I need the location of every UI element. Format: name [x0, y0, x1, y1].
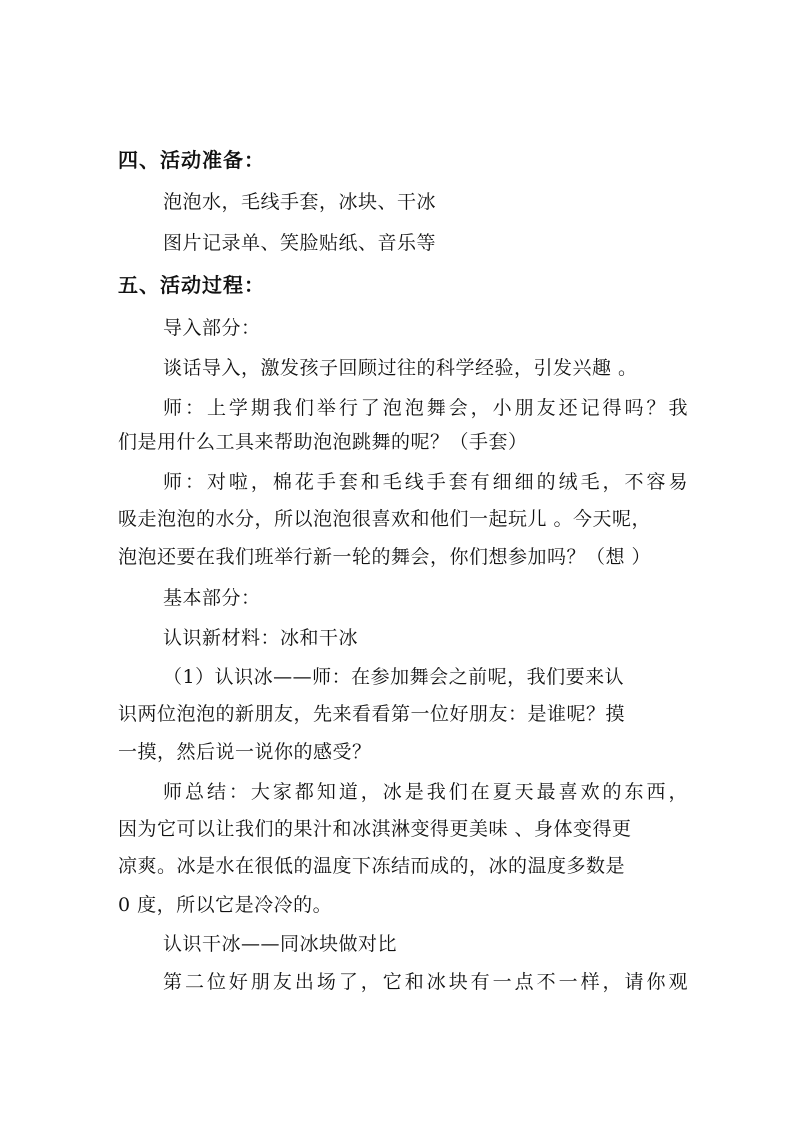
subheading-basic: 基本部分： — [163, 587, 261, 609]
subheading-intro: 导入部分： — [163, 317, 261, 339]
paragraph-line: 泡泡还要在我们班举行新一轮的舞会，你们想参加吗？（想 ） — [118, 546, 652, 568]
paragraph-line: 们是用什么工具来帮助泡泡跳舞的呢？（手套） — [118, 431, 528, 453]
paragraph-line: 一摸，然后说一说你的感受？ — [118, 741, 372, 763]
paragraph-line: 0 度，所以它是冷冷的。 — [118, 894, 333, 916]
subheading-new-materials: 认识新材料：冰和干冰 — [163, 627, 359, 649]
paragraph-line: 识两位泡泡的新朋友，先来看看第一位好朋友：是谁呢？摸 — [118, 703, 626, 725]
paragraph-line: 师：对啦，棉花手套和毛线手套有细细的绒毛，不容易 — [163, 471, 688, 493]
paragraph-line: 吸走泡泡的水分，所以泡泡很喜欢和他们一起玩儿 。今天呢， — [118, 508, 652, 530]
paragraph-line: 凉爽。冰是水在很低的温度下冻结而成的，冰的温度多数是 — [118, 855, 626, 877]
section-heading-preparation: 四、活动准备： — [118, 148, 265, 172]
paragraph-line: 师总结：大家都知道，冰是我们在夏天最喜欢的东西， — [163, 781, 688, 803]
paragraph-line: 因为它可以让我们的果汁和冰淇淋变得更美味 、身体变得更 — [118, 818, 632, 840]
paragraph-line: 师：上学期我们举行了泡泡舞会，小朋友还记得吗？我 — [163, 397, 688, 419]
preparation-materials-line: 泡泡水，毛线手套，冰块、干冰 — [163, 191, 437, 213]
preparation-supplies-line: 图片记录单、笑脸贴纸、音乐等 — [163, 232, 437, 254]
paragraph-line: （1）认识冰——师：在参加舞会之前呢，我们要来认 — [163, 666, 625, 688]
section-heading-process: 五、活动过程： — [118, 273, 265, 297]
subheading-dry-ice: 认识干冰——同冰块做对比 — [163, 933, 398, 955]
paragraph-line: 谈话导入，激发孩子回顾过往的科学经验，引发兴趣 。 — [163, 357, 638, 379]
paragraph-line: 第二位好朋友出场了，它和冰块有一点不一样，请你观 — [163, 971, 688, 993]
